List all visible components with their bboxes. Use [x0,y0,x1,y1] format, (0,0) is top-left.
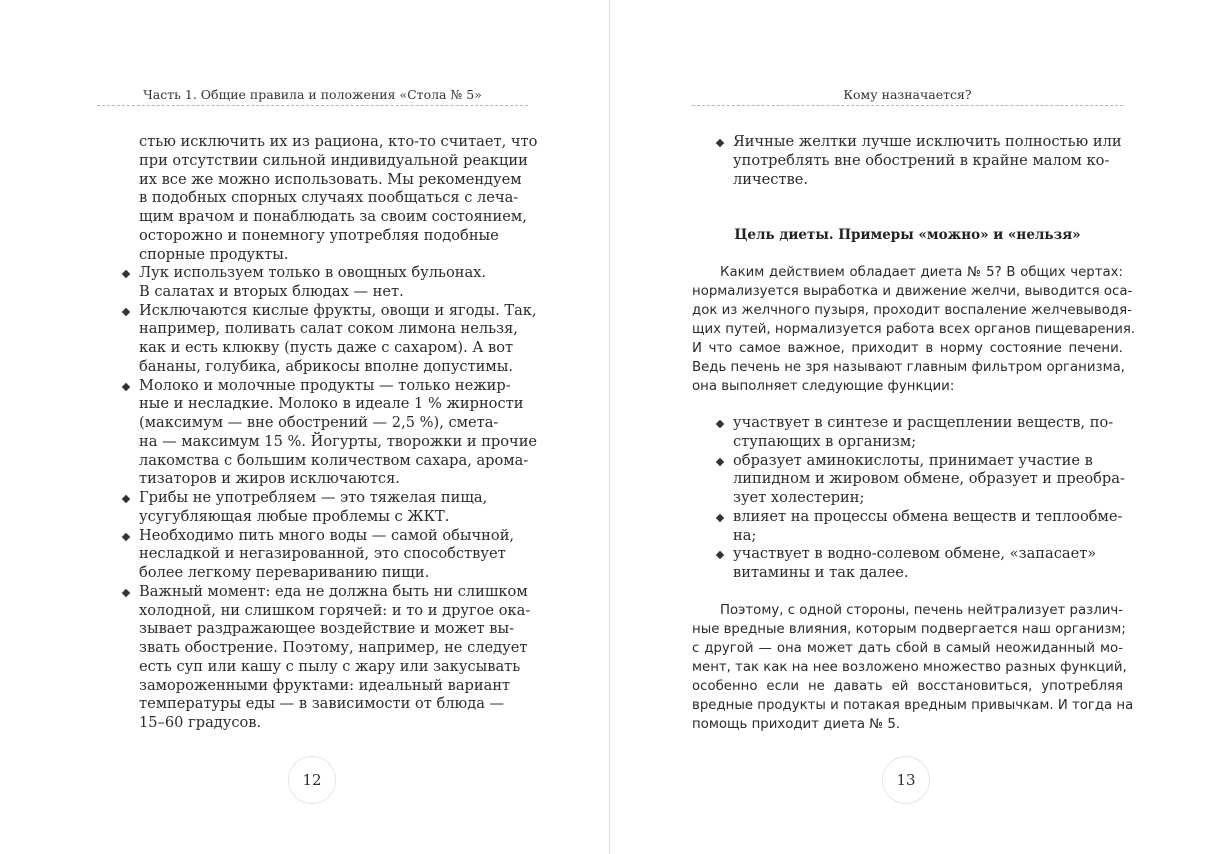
liver-functions-list [715,414,1135,583]
text-line: зывает раздражающее воздействие и может вы- [139,620,514,638]
diamond-bullet-icon [716,514,724,522]
text-line: лакомства с большим количеством сахара, арома- [139,451,529,469]
text-line: щим врачом и понаблюдать за своим состоянием, [139,208,527,225]
list-item [715,508,1135,546]
page-number-right: 13 [882,756,930,804]
diamond-bullet-icon [716,139,724,147]
list-item [715,452,1135,508]
text-line: мент, так как на нее возложено множество разных функций, [692,660,1127,675]
text-line: В салатах и вторых блюдах — нет. [139,282,404,300]
text-line: при отсутствии сильной индивидуальной реакции [139,151,528,169]
section-heading: Цель диеты. Примеры «можно» и «нельзя» [734,227,1081,243]
text-line: 15–60 градусов. [139,714,262,731]
text-line: И что самое важное, приходит в норму состояние печени. [692,341,1123,356]
list-item [121,489,541,527]
text-line: стью исключить их из рациона, кто-то считает, что [139,133,538,150]
list-item [121,302,541,377]
list-item [715,414,1135,452]
text-line: Важный момент: еда не должна быть ни слишком [139,582,528,600]
text-line: образует аминокислоты, принимает участие в [733,451,1093,469]
text-line: личестве. [733,170,809,188]
continuation-text [139,133,539,264]
text-line: липидном и жировом обмене, образует и преобра- [733,470,1125,488]
diamond-bullet-icon [122,270,130,278]
text-line: Поэтому, с одной стороны, печень нейтрализует различ- [720,603,1123,618]
text-line: на — максимум 15 %. Йогурты, творожки и прочие [139,432,538,450]
text-line: холодной, ни слишком горячей: и то и другое ока- [139,601,531,619]
text-line: ные и несладкие. Молоко в идеале 1 % жирности [139,395,524,413]
diamond-bullet-icon [122,307,130,315]
text-line: есть суп или кашу с пылу с жару или закусывать [139,657,521,675]
text-line: Ведь печень не зря называют главным фильтром организма, [692,360,1125,375]
text-line: зует холестерин; [733,489,865,506]
text-line: на; [733,526,757,544]
right-page [610,0,1224,854]
diamond-bullet-icon [716,420,724,428]
paragraph-liver-summary [692,601,1134,734]
text-line: витамины и так далее. [733,564,909,581]
text-line: например, поливать салат соком лимона нельзя, [139,320,518,338]
list-item [121,583,541,733]
text-line: усугубляющая любые проблемы с ЖКТ. [139,507,450,525]
text-line: температуры еды — в зависимости от блюда — [139,695,505,713]
text-line: употреблять вне обострений в крайне малом ко- [733,151,1110,169]
text-line: влияет на процессы обмена веществ и теплообме- [733,507,1123,525]
running-head-right: Кому назначается? [692,87,1123,106]
text-line: ные вредные влияния, которым подвергается наш организм; [692,622,1126,637]
text-line: в подобных спорных случаях пообщаться с леча- [139,189,519,207]
text-line: щих путей, нормализуется работа всех органов пищеварения. [692,322,1136,337]
diamond-bullet-icon [716,551,724,559]
text-line: более легкому перевариванию пищи. [139,564,430,581]
list-item [121,527,541,583]
paragraph-diet-effect [692,263,1136,396]
text-line: замороженными фруктами: идеальный вариант [139,676,511,694]
text-line: участвует в синтезе и расщеплении веществ, по- [733,414,1114,431]
text-line: нормализуется выработка и движение желчи, выводится оса- [692,284,1133,299]
diamond-bullet-icon [122,382,130,390]
text-line: она выполняет следующие функции: [692,379,955,394]
text-line: док из желчного пузыря, проходит воспаление желчевыводя- [692,303,1132,318]
text-line: Лук используем только в овощных бульонах. [139,264,487,281]
text-line: бананы, голубика, абрикосы вполне допустимы. [139,357,513,375]
diamond-bullet-icon [122,532,130,540]
text-line: Каким действием обладает диета № 5? В общих чертах: [720,265,1123,280]
text-line: Яичные желтки лучше исключить полностью или [733,133,1122,150]
text-line: осторожно и понемногу употребляя подобные [139,226,499,244]
diamond-bullet-icon [122,589,130,597]
text-line: ступающих в организм; [733,432,917,450]
text-line: с другой — она может дать сбой в самый неожиданный мо- [692,641,1123,656]
list-item [715,133,1135,189]
yolk-bullet [715,133,1135,189]
text-line: Необходимо пить много воды — самой обычной, [139,526,515,544]
text-line: спорные продукты. [139,245,289,263]
text-line: Исключаются кислые фрукты, овощи и ягоды. Так, [139,301,537,319]
text-line: (максимум — вне обострений — 2,5 %), смета- [139,414,499,431]
diamond-bullet-icon [122,495,130,503]
diamond-bullet-icon [716,457,724,465]
running-head-left: Часть 1. Общие правила и положения «Стола № 5» [97,87,528,106]
page-number-left: 12 [288,756,336,804]
text-line: Грибы не употребляем — это тяжелая пища, [139,489,488,506]
text-line: несладкой и негазированной, это способствует [139,545,506,563]
text-line: участвует в водно-солевом обмене, «запасает» [733,545,1097,563]
text-line: как и есть клюкву (пусть даже с сахаром). А вот [139,339,514,356]
text-line: тизаторов и жиров исключаются. [139,470,400,488]
text-line: вредные продукты и потакая вредным привычкам. И тогда на [692,698,1134,713]
text-line: особенно если не давать ей восстановиться, употребляя [692,679,1123,694]
list-item [715,545,1135,583]
rules-bullet-list [121,264,541,733]
text-line: их все же можно использовать. Мы рекомендуем [139,170,522,188]
left-page [0,0,609,854]
text-line: звать обострение. Поэтому, например, не следует [139,639,528,656]
list-item [121,264,541,302]
list-item [121,377,541,490]
text-line: помощь приходит диета № 5. [692,717,901,732]
text-line: Молоко и молочные продукты — только нежир- [139,376,511,394]
